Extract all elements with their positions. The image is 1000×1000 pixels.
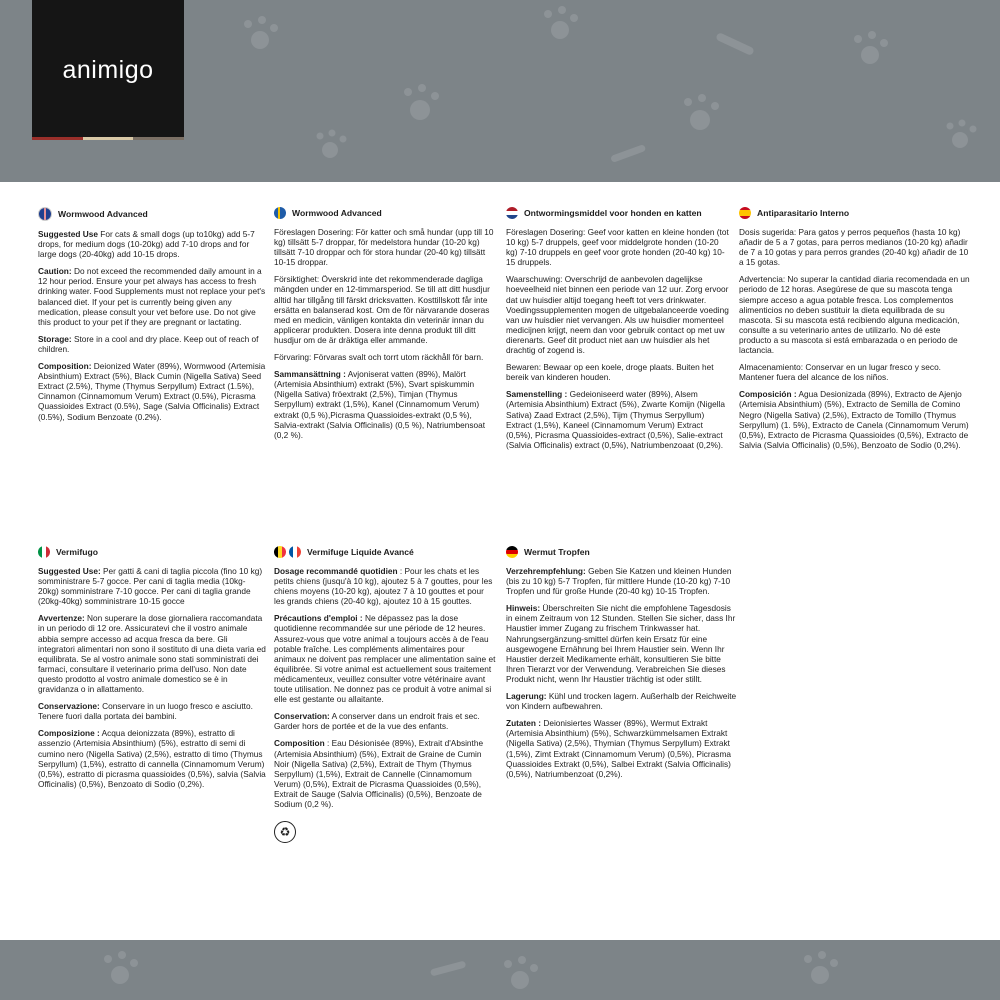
column-italian — [38, 546, 266, 796]
logo-text: animigo — [62, 56, 154, 84]
column-heading: Vermifugo — [38, 546, 266, 558]
column-dutch — [506, 207, 730, 457]
netherlands-flag-icon — [506, 207, 518, 219]
column-heading: Vermifuge Liquide Avancé — [274, 546, 496, 558]
recycle-bin-icon: ♻ — [274, 821, 296, 843]
dosage-text: Dosis sugerida: Para gatos y perros pequeños (hasta 10 kg) añadir de 5 a 7 gotas, para perros medianos (10-20 kg) añadir de 7 a 10 gotas y para perros grandes (20-40 kg) añadir de 10 a 15 gotas. — [739, 227, 969, 268]
column-german — [506, 546, 738, 786]
uk-flag-icon — [38, 207, 52, 221]
caution-text: Hinweis: Überschreiten Sie nicht die empfohlene Tagesdosis in einem Zeitraum von 12 Stunden. Stellen Sie sicher, dass Ihr Haustier immer Zugang zu frischem Trinkwasser hat. Nahrungsergänzung-smittel dürfen kein Ersatz für eine ausgewogene Ernährung bei Ihrem Haustier sein. Wenn Ihr Haustier derzeit Medikamente erhält, konsultieren Sie bitte Ihren Tierarzt vor der Verwendung. Verabreichen Sie dieses Produkt nicht, wenn Ihr Haustier trächtig ist oder stillt. — [506, 603, 736, 684]
logo-stripes — [32, 137, 184, 140]
storage-text: Conservation: A conserver dans un endroit frais et sec. Garder hors de portée et de la vue des enfants. — [274, 711, 480, 732]
storage-text: Bewaren: Bewaar op een koele, droge plaats. Buiten het bereik van kinderen houden. — [506, 362, 714, 383]
column-spanish — [739, 207, 971, 457]
column-heading: Wermut Tropfen — [506, 546, 738, 558]
dosage-text: Verzehrempfehlung: Geben Sie Katzen und kleinen Hunden (bis zu 10 kg) 5-7 Tropfen, für mittlere Hunde (10-20 kg) 7-10 Tropfen und für große Hunde (20-40 kg) 10-15 Tropfen. — [506, 566, 732, 597]
column-heading: Wormwood Advanced — [274, 207, 496, 219]
storage-text: Lagerung: Kühl und trocken lagern. Außerhalb der Reichweite von Kindern aufbewahren. — [506, 691, 737, 712]
dosage-text: Föreslagen Dosering: För katter och små hundar (upp till 10 kg) tillsätt 5-7 droppar, för medelstora hundar (10-20 kg) tillsätt 7-10 droppar och för stora hundar (20-40 kg) tillsätt 10-15 droppar. — [274, 227, 494, 268]
italy-flag-icon — [38, 546, 50, 558]
composition-text: Samenstelling : Gedeioniseerd water (89%), Alsem (Artemisia Absinthium) Extract (5%), Zwarte Komijn (Nigella Sativa) Zaad Extract (2,5%), Tijm (Thymus Serpyllum) Extract (1,5%), Kaneel (Cinnamomum Verum) Extract (0,5%), Picrasma Quassioides-extract (0,5%), Salie-extract (Salvia Officinalis) extract (0,5%), Natriumbenzoaat (0,2%). — [506, 389, 726, 450]
column-heading: Antiparasitario Interno — [739, 207, 971, 219]
caution-text: Précautions d'emploi : Ne dépassez pas la dose quotidienne recommandée sur une période de 12 heures. Assurez-vous que votre animal a toujours accès à de l'eau potable fraîche. Les compléments alimentaires pour animaux ne doivent pas remplacer une alimentation saine et équilibrée. Si votre animal est actuellement sous traitement médicamenteux, veuillez consulter votre vétérinaire avant toute utilisation. Ne donnez pas ce produit à votre animal si elle est gestante ou allaitante. — [274, 613, 496, 705]
spain-flag-icon — [739, 207, 751, 219]
column-heading: Wormwood Advanced — [38, 207, 266, 221]
storage-text: Förvaring: Förvaras svalt och torrt utom räckhåll för barn. — [274, 352, 484, 363]
composition-text: Composición : Agua Desionizada (89%), Extracto de Ajenjo (Artemisia Absinthium) (5%), Extracto de Semilla de Comino Negro (Nigella Sativa) (2,5%), Extracto de Tomillo (Thymus Serpyllum) (1. 5%), Extracto de Canela (Cinnamomum Verum) (0,5%), Extracto de Picrasma Quassioides (0,5%), Extracto de Salvia (Salvia Officinalis) (0,5%), Benzoato de Sodio (0,2%). — [739, 389, 969, 450]
composition-text: Composition : Eau Désionisée (89%), Extrait d'Absinthe (Artemisia Absinthium) (5%), Extrait de Graine de Cumin Noir (Nigella Sativa) (2,5%), Extrait de Thym (Thymus Serpyllum) (1,5%), Extrait de Cannelle (Cinnamomum Verum) (0,5%), Extrait de Picrasma Quassioides (0,5%), Extrait de Sauge (Salvia Officinalis) (0,5%), Benzoate de Sodium (0,2 %). — [274, 738, 484, 809]
composition-text: Composizione : Acqua deionizzata (89%), estratto di assenzio (Artemisia Absinthium) (5%), estratto di semi di cumino nero (Nigella Sativa) (2,5%), estratto di timo (Thymus Serpyllum) (1,5%), estratto di cannella (Cinnamomum Verum) (0,5%), estratto di picrasma quassioides (0,5%), salvia (Salvia Officinalis) (0,5%), Benzoato di Sodio (0,2%). — [38, 728, 266, 789]
brand-logo — [32, 0, 184, 140]
caution-text: Waarschuwing: Overschrijd de aanbevolen dagelijkse hoeveelheid niet binnen een periode van 12 uur. Zorg ervoor dat uw huisdier altijd toegang heeft tot vers drinkwater. Voedingssupplementen mogen de uitgebalanceerde voeding van uw huisdier niet vervangen. Als uw huisdier momenteel medicijnen krijgt, neem dan voor gebruik contact op met uw dierenarts. Geef dit product niet aan uw huisdier als het drachtig of zogend is. — [506, 274, 729, 356]
caution-text: Avvertenze: Non superare la dose giornaliera raccomandata in un periodo di 12 ore. Assicuratevi che il vostro animale abbia sempre accesso ad acqua fresca da bere. Gli integratori alimentari non sono il sostituto di una dieta varia ed equilibrata. Se al vostro animale sono stati somministrati dei farmaci, consultare il veterinario prima dell'uso. Non date questo prodotto al vostro animale domestico se è in gravidanza o in allattamento. — [38, 613, 266, 695]
sweden-flag-icon — [274, 207, 286, 219]
dosage-text: Suggested Use: Per gatti & cani di taglia piccola (fino 10 kg) somministrare 5-7 gocce. Per cani di taglia media (10kg-20kg) somministrare 7-10 gocce. Per cani di taglia grande (20kg-40kg) somministrare 10-15 gocce — [38, 566, 263, 607]
storage-text: Storage: Store in a cool and dry place. Keep out of reach of children. — [38, 333, 259, 354]
france-flag-icon — [289, 546, 301, 558]
composition-text: Composition: Deionized Water (89%), Wormwood (Artemisia Absinthium) Extract (5%), Black Cumin (Nigella Sativa) Seed Extract (2.5%), Thyme (Thymus Serpyllum) Extract (1.5%), Cinnamon (Cinnamomum Verum) Extract (0.5%), Picrasma Quassioides Extract (0.5%), Sage (Salvia Officinalis) Extract (0.5%), Sodium Benzoate (0.2%). — [38, 361, 266, 422]
column-french — [274, 546, 496, 843]
caution-text: Caution: Do not exceed the recommended daily amount in a 12 hour period. Ensure your pet always has access to fresh drinking water. Food Supplements must not replace your pet's balanced diet. If your pet is currently being given any medication, please consult your vet before use. Do not give this product to your pet if they are pregnant or lactating. — [38, 266, 266, 327]
caution-text: Försiktighet: Överskrid inte det rekommenderade dagliga mängden under en 12-timmarsperiod. Se till att ditt husdjur alltid har tillgång till färskt dricksvatten. Kosttillskott får inte ersätta en balanserad kost. Om de för närvarande doseras med en medicin, vänligen kontakta din veterinär innan du applicerar produkten. Dosera inte denna produkt till ditt husdjur om de är dräktiga eller ammande. — [274, 274, 490, 345]
storage-text: Conservazione: Conservare in un luogo fresco e asciutto. Tenere fuori dalla portata dei bambini. — [38, 701, 253, 722]
dosage-text: Dosage recommandé quotidien : Pour les chats et les petits chiens (jusqu'à 10 kg), ajoutez 5 à 7 gouttes, pour les chiens moyens (10-20 kg), ajoutez 7 à 10 gouttes et pour les grands chiens (20-40 kg), ajoutez 10 à 15 gouttes. — [274, 566, 493, 607]
dosage-text: Föreslagen Dosering: Geef voor katten en kleine honden (tot 10 kg) 5-7 druppels, geef voor middelgrote honden (10-20 kg) 7-10 druppels en geef voor grote honden (20-40 kg) 10-15 druppels. — [506, 227, 729, 268]
dosage-text: Suggested Use For cats & small dogs (up to10kg) add 5-7 drops, for medium dogs (10-20kg) add 7-10 drops and for large dogs (20-40kg) add 10-15 drops. — [38, 229, 255, 260]
composition-text: Zutaten : Deionisiertes Wasser (89%), Wermut Extrakt (Artemisia Absinthium) (5%), Schwarzkümmelsamen Extrakt (Nigella Sativa) (2,5%), Thymian (Thymus Serpyllum) Extrakt (1,5%), Zimt Extrakt (Cinnamomum Verum) (0,5%), Picrasma Quassioides Extrakt (0,5%), Salbei Extrakt (Salvia Officinalis) (0,5%), Natriumbenzoat (0,2%). — [506, 718, 731, 779]
germany-flag-icon — [506, 546, 518, 558]
belgium-flag-icon — [274, 546, 286, 558]
column-english — [38, 207, 266, 429]
composition-text: Sammansättning : Avjoniserat vatten (89%), Malört (Artemisia Absinthium) extrakt (5%), Svart spiskummin (Nigella Sativa) fröextrakt (2,5%), Timjan (Thymus Serpyllum) extrakt (1,5%), Kanel (Cinnamomum Verum) extrakt (0,5 %),Picrasma Quassioides-extrakt (0,5 %), Salvia-extrakt (Salvia Officinalis) (0,5 %), Natriumbensoat (0,2 %). — [274, 369, 486, 440]
storage-text: Almacenamiento: Conservar en un lugar fresco y seco. Mantener fuera del alcance de los niños. — [739, 362, 941, 383]
caution-text: Advertencia: No superar la cantidad diaria recomendada en un periodo de 12 horas. Asegúrese de que su mascota tenga siempre acceso a agua potable fresca. Los complementos alimenticios no deben sustituir la dieta equilibrada de su mascota. Si su mascota está recibiendo alguna medicación, consulte a su veterinario antes de utilizarlo. No dé este producto a su mascota si está embarazada o en periodo de lactancia. — [739, 274, 970, 356]
column-heading: Ontwormingsmiddel voor honden en katten — [506, 207, 730, 219]
column-swedish — [274, 207, 496, 447]
